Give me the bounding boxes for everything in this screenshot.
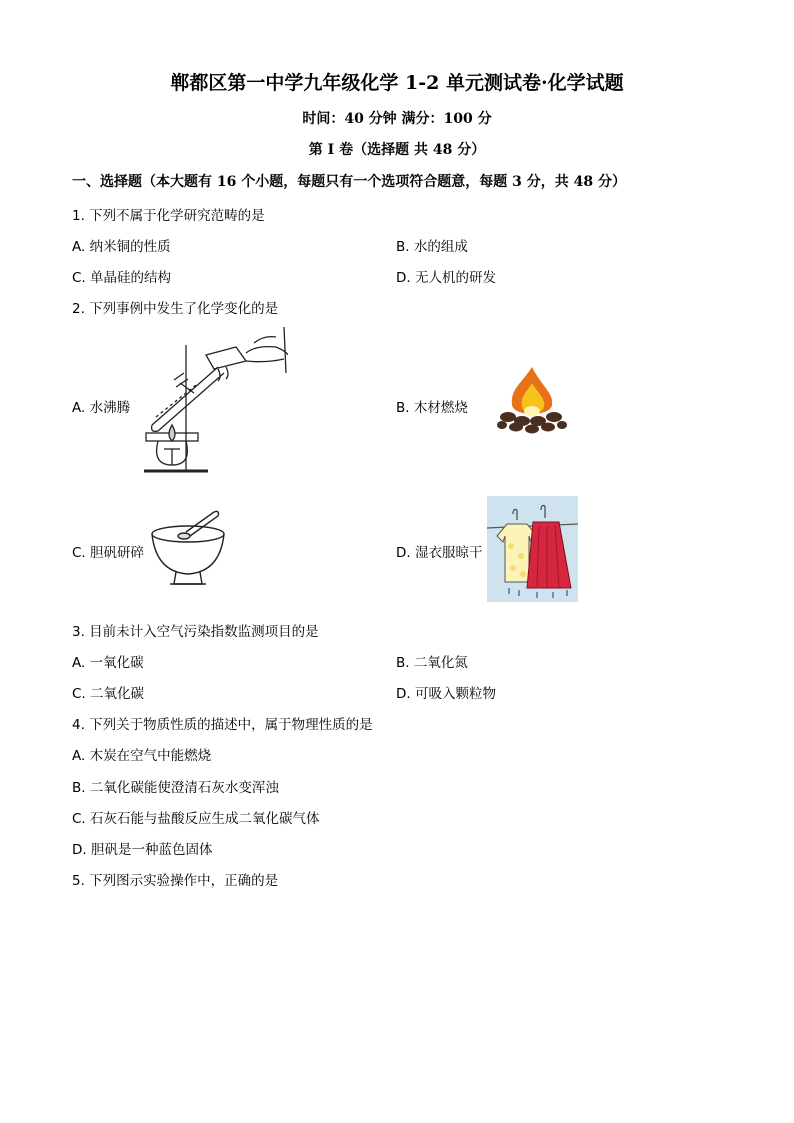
exam-time-score: 时间：40 分钟 满分：100 分 (302, 111, 492, 127)
question-1-stem: 1. 下列不属于化学研究范畴的是 (72, 208, 265, 224)
q4-option-b: B. 二氧化碳能使澄清石灰水变浑浊 (72, 780, 279, 796)
q3-option-c: C. 二氧化碳 (72, 686, 145, 702)
q3-option-a: A. 一氧化碳 (72, 655, 144, 671)
q1-option-d: D. 无人机的研发 (396, 270, 496, 286)
q1-option-b: B. 水的组成 (396, 239, 468, 255)
question-4-stem: 4. 下列关于物质性质的描述中，属于物理性质的是 (72, 717, 373, 733)
mortar-pestle-icon (150, 510, 226, 590)
q2-option-b: B. 木材燃烧 (396, 400, 468, 416)
question-3-stem: 3. 目前未计入空气污染指数监测项目的是 (72, 624, 319, 640)
volume-heading: 第 I 卷（选择题 共 48 分） (308, 142, 486, 158)
section-heading: 一、选择题（本大题有 16 个小题，每题只有一个选项符合题意，每题 3 分，共 48 分） (72, 174, 626, 190)
q2-option-c: C. 胆矾研碎 (72, 545, 145, 561)
q3-option-b: B. 二氧化氮 (396, 655, 468, 671)
q4-option-c: C. 石灰石能与盐酸反应生成二氧化碳气体 (72, 811, 320, 827)
drying-clothes-icon (487, 496, 578, 602)
q3-option-d: D. 可吸入颗粒物 (396, 686, 496, 702)
page-title: 郸都区第一中学九年级化学 1-2 单元测试卷·化学试题 (170, 72, 624, 94)
q4-option-d: D. 胆矾是一种蓝色固体 (72, 842, 213, 858)
q2-option-d: D. 湿衣服晾干 (396, 545, 483, 561)
question-2-stem: 2. 下列事例中发生了化学变化的是 (72, 301, 279, 317)
boiling-apparatus-icon (136, 325, 288, 477)
q1-option-a: A. 纳米铜的性质 (72, 239, 171, 255)
q4-option-a: A. 木炭在空气中能燃烧 (72, 748, 212, 764)
question-5-stem: 5. 下列图示实验操作中，正确的是 (72, 873, 279, 889)
campfire-icon (492, 365, 572, 435)
q2-option-a: A. 水沸腾 (72, 400, 131, 416)
q1-option-c: C. 单晶硅的结构 (72, 270, 172, 286)
